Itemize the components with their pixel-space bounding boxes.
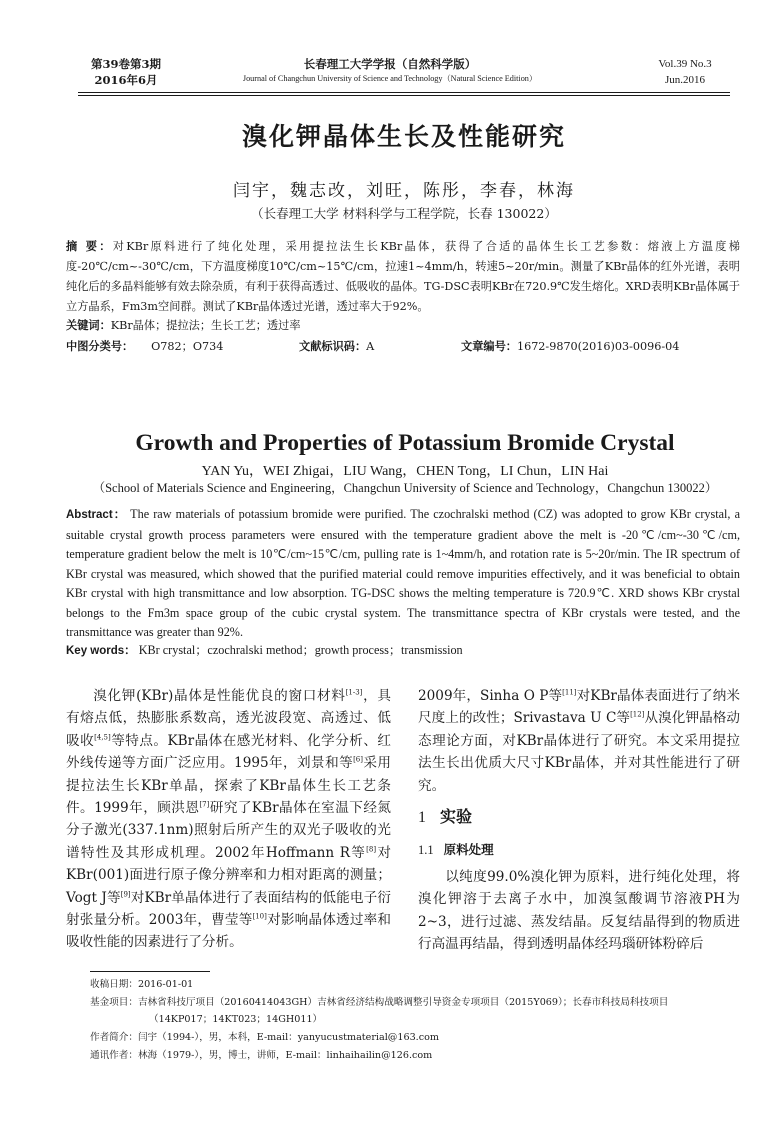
text-run: 溴化钾(KBr)晶体是性能优良的窗口材料: [93, 688, 346, 704]
text-run: 对KBr(001)面进行原子像分辨率和力相对距离的测量；Vogt J等: [66, 844, 391, 906]
footnote-author: 作者简介：闫宇（1994-），男，本科，E-mail：yanyucustmaterial@163.com: [90, 1032, 439, 1043]
intro-paragraph-continued: [418, 685, 740, 797]
text-run: 研究了KBr晶体在室温下经氮分子激光(337.1nm)照射后所产生的双光子吸收的光谱特性及其形成机理。2002年Hoffmann R等: [66, 800, 391, 861]
abstract-en-text: The raw materials of potassium bromide were purified. The czochralski method (CZ) was adopted to grow KBr crystal, a suitable crystal growth process parameters were ensured with the temperature gradient above the melt is -20℃/cm~-30℃/cm, temperature gradient below the melt is 10℃/cm~15℃/cm, pulling rate is 1~4mm/h, and rotation rate is 5~20r/min. The IR spectrum of KBr crystal was measured, which showed that the purified material could remove impurities effectively, and it was beneficial to obtain KBr crystal with high transmittance and low absorption. TG-DSC shows the melting temperature is 720.9℃. XRD shows KBr crystal belongs to the Fm3m space group of the cubic crystal system. The transmittance spectra of KBr crystals were tested, and the transmittance was greater than 92%.: [66, 507, 740, 639]
article-number: [461, 338, 679, 354]
journal-name: [200, 56, 580, 86]
doc-code: [299, 338, 374, 354]
header-rule-bottom: [78, 95, 730, 96]
journal-volume-en: [640, 56, 730, 88]
article-value: 1672-9870(2016)03-0096-04: [516, 340, 680, 353]
doc-label: 文献标识码：: [299, 340, 367, 353]
section-heading-experiment: [418, 806, 740, 829]
text-run: 从溴化钾晶格动态理论方面，对KBr晶体进行了研究。本文采用提拉法生长出优质大尺寸KBr晶体，并对其性能进行了研究。: [418, 710, 740, 794]
citation: [8]: [366, 845, 377, 854]
affiliation-en: （School of Materials Science and Engineering，Changchun University of Science and Technology，Changchun 130022）: [92, 481, 718, 495]
citation: [12]: [630, 710, 645, 719]
clc-label: 中图分类号：: [66, 340, 134, 353]
header-rule-top: [78, 92, 730, 93]
date-cn: 2016年6月: [94, 73, 158, 87]
body-left-column: [66, 685, 391, 954]
keywords-en-label: Key words：: [66, 645, 136, 657]
text-run: 采用提拉法生长KBr单晶，探索了KBr晶体生长工艺条件。1999年，顾洪恩: [66, 755, 392, 817]
citation: [7]: [199, 800, 210, 809]
keywords-en-text: KBr crystal；czochralski method；growth process；transmission: [138, 643, 463, 657]
footnote-fund-continued: （14KP017；14KT023；14GH011）: [149, 1014, 323, 1025]
authors-cn: 闫宇，魏志改，刘旺，陈彤，李春，林海: [233, 181, 575, 201]
footnote-received: 收稿日期：2016-01-01: [90, 979, 194, 990]
affiliation-cn: （长春理工大学 材料科学与工程学院，长春 130022）: [251, 206, 557, 221]
article-label: 文章编号：: [461, 340, 517, 353]
keywords-cn: [66, 317, 301, 333]
journal-name-en: Journal of Changchun University of Science and Technology（Natural Science Edition）: [242, 74, 538, 83]
citation: [9]: [120, 890, 131, 899]
clc-value: O782；O734: [151, 340, 224, 353]
text-run: 等特点。KBr晶体在感光材料、化学分析、红外线传递等方面广泛应用。1995年，刘景和等: [66, 732, 391, 772]
subsection-title: 原料处理: [443, 842, 494, 858]
text-run: ，具有熔点低，热膨胀系数高，透光波段宽、高透过、低吸收: [66, 688, 392, 749]
abstract-en: [66, 505, 740, 643]
clc-number: [66, 338, 223, 354]
text-run: 对KBr晶体表面进行了纳米尺度上的改性；Srivastava U C等: [418, 688, 740, 727]
citation: [10]: [252, 912, 267, 921]
text-run: 对影响晶体透过率和吸收性能的因素进行了分析。: [66, 912, 391, 951]
footnote-rule: [90, 971, 210, 972]
journal-issue: [78, 56, 174, 88]
paper-title-cn: 溴化钾晶体生长及性能研究: [241, 122, 566, 151]
subsection-number: 1.1: [418, 843, 434, 858]
abstract-cn: [66, 237, 740, 317]
body-right-column: [418, 685, 740, 955]
journal-name-cn: 长春理工大学学报（自然科学版）: [303, 57, 477, 71]
text-run: 对KBr单晶体进行了表面结构的低能电子衍射张量分析。2003年，曹莹等: [66, 889, 391, 929]
footnote-corresponding: 通讯作者：林海（1979-），男，博士，讲师，E-mail：linhaihailin@126.com: [90, 1050, 433, 1061]
keywords-en: [66, 641, 463, 658]
paper-title-en: Growth and Properties of Potassium Bromide Crystal: [135, 430, 675, 456]
subsection-heading-materials: [418, 839, 740, 861]
keywords-cn-text: KBr晶体；提拉法；生长工艺；透过率: [110, 319, 301, 332]
doc-value: A: [366, 340, 375, 353]
section-title: 实验: [440, 807, 473, 827]
intro-paragraph: [66, 685, 391, 954]
citation: [11]: [562, 688, 577, 697]
citation: [4,5]: [94, 733, 111, 742]
citation: [1-3]: [345, 688, 363, 697]
abstract-en-label: Abstract：: [66, 509, 127, 521]
text-run: 2009年，Sinha O P等: [418, 688, 563, 704]
keywords-cn-label: 关键词：: [66, 319, 111, 332]
citation: [6]: [353, 755, 363, 764]
volume-issue-en: Vol.39 No.3: [658, 58, 712, 70]
materials-paragraph: 以纯度99.0%溴化钾为原料，进行纯化处理，将溴化钾溶于去离子水中，加溴氢酸调节溶液PH为2~3，进行过滤、蒸发结晶。反复结晶得到的物质进行高温再结晶，得到透明晶体经玛瑙研钵粉碎后: [418, 868, 740, 953]
date-en: Jun.2016: [664, 74, 706, 86]
footnote-fund: 基金项目：吉林省科技厅项目（20160414043GH）吉林省经济结构战略调整引导资金专项项目（2015Y069）；长春市科技局科技项目: [90, 997, 669, 1008]
section-number: 1: [418, 809, 426, 827]
abstract-cn-label: 摘 要：: [66, 240, 113, 253]
volume-issue-cn: 第39卷第3期: [90, 57, 161, 71]
abstract-cn-text: 对KBr原料进行了纯化处理，采用提拉法生长KBr晶体，获得了合适的晶体生长工艺参数：熔液上方温度梯度-20℃/cm~-30℃/cm，下方温度梯度10℃/cm~15℃/cm，拉速1~4mm/h，转速5~20r/min。测量了KBr晶体的红外光谱，表明纯化后的多晶料能够有效去除杂质，有利于获得高透过、低吸收的晶体。TG-DSC表明KBr在720.9℃发生熔化。XRD表明KBr晶体属于立方晶系，Fm3m空间群。测试了KBr晶体透过光谱，透过率大于92%。: [66, 240, 740, 313]
authors-en: YAN Yu，WEI Zhigai，LIU Wang，CHEN Tong，LI Chun，LIN Hai: [201, 464, 609, 479]
